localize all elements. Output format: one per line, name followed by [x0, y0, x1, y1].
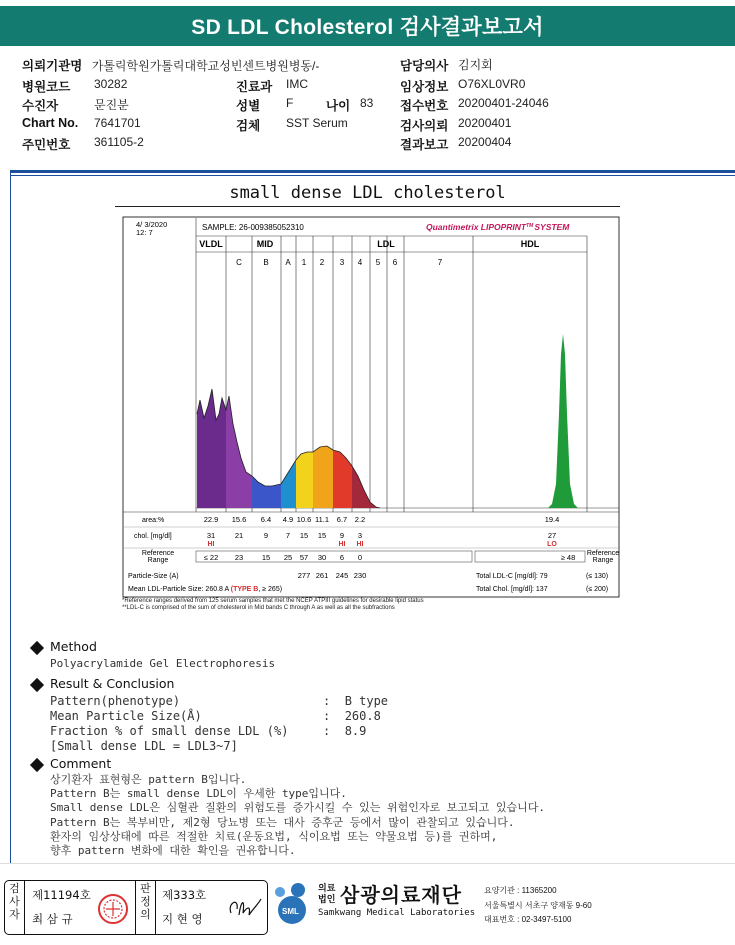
ref-value: 23: [234, 553, 244, 562]
area-value: 22.9: [203, 515, 219, 524]
field-department: 진료과 IMC: [236, 77, 308, 94]
result-row: Mean Particle Size(Å) : 260.8: [50, 709, 381, 723]
ref-right-label-2: Range: [592, 557, 614, 564]
lipoprint-chart: [120, 214, 622, 600]
divider: [10, 175, 735, 176]
chol-value: 7: [285, 531, 291, 540]
org-name-en: Samkwang Medical Laboratories: [318, 908, 476, 918]
particle-value: 230: [353, 571, 367, 580]
group-label-ldl: LDL: [377, 239, 395, 249]
ref-value: 15: [261, 553, 271, 562]
area-value: 6.7: [336, 515, 348, 524]
report-title: SD LDL Cholesterol 검사결과보고서: [191, 16, 544, 39]
band-label-3: 3: [339, 258, 345, 267]
chol-row-label: chol. [mg/dl]: [134, 533, 172, 540]
ref-value: 0: [357, 553, 363, 562]
chart-frame: [123, 217, 619, 597]
result-row: Pattern(phenotype) : B type: [50, 694, 389, 708]
field-receipt-no: 접수번호 20200401-24046: [400, 96, 549, 113]
chol-value: 3: [357, 531, 363, 540]
chart-sample: SAMPLE: 26-009385052310: [202, 223, 304, 232]
area-value: 15.6: [231, 515, 247, 524]
particle-value: 277: [297, 571, 311, 580]
ref-value-hdl: ≥ 48: [560, 553, 576, 562]
field-institution: 의뢰기관명 가톨릭학원가톨릭대학교성빈센트병원병동/-: [22, 59, 320, 73]
chol-value: 21: [234, 531, 244, 540]
area-value: 10.6: [296, 515, 312, 524]
ref-value: 6: [339, 553, 345, 562]
mean-particle-size: Mean LDL-Particle Size: 260.8 A (TYPE B, ≥ 265): [128, 586, 283, 593]
field-doctor: 담당의사 김지회: [400, 58, 493, 73]
particle-value: 261: [315, 571, 329, 580]
field-hospital-code: 병원코드 30282: [22, 77, 128, 94]
chol-value: 15: [317, 531, 327, 540]
particle-value: 245: [335, 571, 349, 580]
group-label-vldl: VLDL: [199, 239, 223, 249]
band-label-c: C: [236, 258, 242, 267]
field-resident-no: 주민번호 361105-2: [22, 135, 144, 152]
ref-value: 30: [317, 553, 327, 562]
ref-value: 25: [283, 553, 293, 562]
result-table: [50, 694, 388, 754]
chol-value: 27: [547, 531, 557, 540]
area-value: 4.9: [282, 515, 294, 524]
area-value: 11.1: [314, 515, 330, 524]
ldl-1-band: [296, 452, 313, 508]
field-request-date: 검사의뢰 20200401: [400, 116, 512, 133]
pathologist-name: 지 현 영: [162, 912, 203, 926]
chol-value: 15: [299, 531, 309, 540]
svg-text:SML: SML: [282, 907, 299, 916]
band-label-6: 6: [392, 258, 398, 267]
ldl-2-band: [313, 446, 333, 508]
examiner-name: 최 삼 규: [32, 912, 73, 926]
field-sex: 성별 F: [236, 96, 294, 113]
sml-logo-icon: [270, 880, 310, 926]
ref-value: 57: [299, 553, 309, 562]
group-label-mid: MID: [256, 239, 274, 249]
comment-text: 상기환자 표현형은 pattern B입니다. Pattern B는 small dense LDL이 우세한 type입니다. Small dense LDL은 심혈관 질환의 위험도를 증가시킬 수 있는 위험인자로 보고되고 있습니다. Pattern B는 복부비만, 제2형 당뇨병 또는 대사 증후군 등에서 많이 관찰되고 있습니다. 환자의 임상상태에 따른 적절한 치료(운동요법, 식이요법 또는 약물요법 등)를 권하며, 향후 pattern 변화에 대한 확인을 권유합니다.: [50, 773, 545, 858]
particle-label: Particle-Size (A): [128, 573, 179, 580]
org-code: 요양기관 : 11365200: [484, 886, 557, 895]
chol-flag: HI: [338, 541, 346, 548]
divider: [10, 170, 735, 173]
chart-footnotes: *Reference ranges derived from 125 serum samples that met the NCEP ATPIII guidelines for desirable lipid status **LDL-C is comprised of the sum of cholesterol in Mid bands C through A as well as all the subfractions: [122, 598, 424, 611]
result-heading: Result & Conclusion: [32, 676, 174, 691]
field-chart-no: Chart No. 7641701: [22, 116, 141, 130]
chart-section-title: small dense LDL cholesterol: [229, 183, 506, 203]
method-heading: Method: [32, 639, 97, 654]
examiner-seal: [97, 893, 129, 925]
report-title-bar: [0, 6, 735, 46]
pathologist-signature: [225, 893, 263, 923]
ref-right-label: Reference: [586, 550, 620, 557]
area-row-label: area:%: [142, 517, 165, 524]
field-clinical-info: 임상정보 O76XL0VR0: [400, 77, 526, 94]
group-label-hdl: HDL: [520, 239, 540, 249]
method-text: Polyacrylamide Gel Electrophoresis: [50, 657, 276, 670]
total-chol-ref: (≤ 200): [586, 586, 609, 593]
chol-flag: HI: [356, 541, 364, 548]
org-prefix: 의료 법인: [318, 884, 336, 905]
result-note: [Small dense LDL = LDL3~7]: [50, 739, 238, 753]
field-report-date: 결과보고 20200404: [400, 135, 512, 152]
band-label-2: 2: [319, 258, 325, 267]
area-value: 19.4: [544, 515, 560, 524]
pathologist-license: 제333호: [162, 888, 207, 902]
org-address: 서울특별시 서초구 양재동 9-60: [484, 901, 592, 910]
chol-value: 9: [263, 531, 269, 540]
chart-time: 12: 7: [136, 228, 153, 237]
examiner-license: 제11194호: [32, 888, 91, 902]
divider: [115, 206, 620, 207]
ref-row-label-2: Range: [147, 557, 169, 564]
chol-flag: HI: [207, 541, 215, 548]
examiner-label: 검사자: [5, 881, 25, 935]
signature-box: [4, 880, 268, 935]
field-age: 나이 83: [326, 96, 374, 113]
ref-value: ≤ 22: [203, 553, 219, 562]
field-specimen: 검체 SST Serum: [236, 116, 348, 133]
org-phone: 대표번호 : 02-3497-5100: [484, 915, 572, 924]
band-label-1: 1: [301, 258, 307, 267]
band-label-4: 4: [357, 258, 363, 267]
band-label-a: A: [285, 258, 291, 267]
chart-brand: Quantimetrix LIPOPRINT™SYSTEM: [426, 222, 570, 232]
chol-value: 9: [339, 531, 345, 540]
band-label-7: 7: [437, 258, 443, 267]
total-chol: Total Chol. [mg/dl]: 137: [476, 586, 548, 593]
band-label-5: 5: [375, 258, 381, 267]
pathologist-label: 판정의: [135, 881, 156, 935]
field-patient: 수진자 문진분: [22, 98, 129, 113]
org-logo: [270, 880, 310, 930]
area-value: 6.4: [260, 515, 272, 524]
comment-heading: Comment: [32, 756, 111, 771]
chol-value: 31: [206, 531, 216, 540]
result-row: Fraction % of small dense LDL (%) : 8.9: [50, 724, 367, 738]
chol-flag: LO: [547, 541, 557, 548]
ref-row-label: Reference: [141, 550, 175, 557]
org-name: 삼광의료재단: [340, 883, 462, 907]
band-label-b: B: [263, 258, 269, 267]
area-value: 2.2: [354, 515, 366, 524]
chart-date: 4/ 3/2020: [136, 220, 168, 229]
total-ldl: Total LDL-C [mg/dl]: 79: [476, 573, 548, 580]
margin-line: [10, 170, 11, 863]
total-ldl-ref: (≤ 130): [586, 573, 609, 580]
